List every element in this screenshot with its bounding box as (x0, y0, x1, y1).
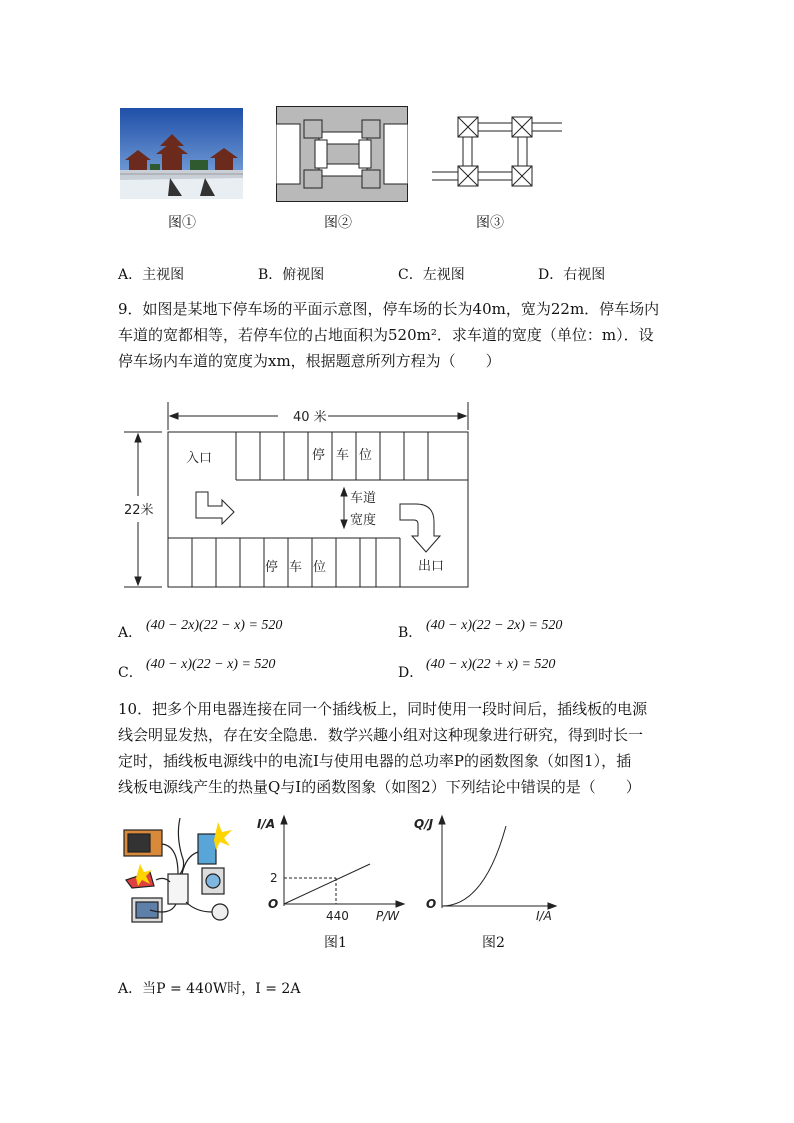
figure-1-photo (120, 108, 243, 199)
parking-length-label: 40 米 (293, 410, 327, 425)
q9-stem-line-2: 车道的宽都相等，若停车位的占地面积为520m²．求车道的宽度（单位：m）．设 (118, 326, 654, 344)
q9-option-b-expr: (40 − x)(22 − 2x) = 520 (426, 618, 563, 633)
q9-option-c-letter: C． (118, 665, 143, 681)
graph-1 (252, 814, 412, 934)
parking-top-char-2: 车 (336, 448, 350, 463)
graph-1-x-label: P/W (376, 909, 400, 923)
q8-option-a: A．主视图 (118, 267, 185, 283)
q10-stem-line-2: 线会明显发热，存在安全隐患．数学兴趣小组对这种现象进行研究，得到时长一 (118, 726, 644, 744)
q9-option-d-expr: (40 − x)(22 + x) = 520 (426, 657, 556, 672)
parking-top-char-1: 停 (312, 448, 326, 463)
q10-option-a: A．当P = 440W时，I = 2A (118, 981, 301, 997)
graph-2-caption: 图2 (482, 935, 505, 951)
graph-1-y-tick: 2 (270, 871, 278, 885)
graph-1-origin: O (268, 897, 279, 911)
appliances-illustration (120, 816, 244, 932)
q9-option-d-letter: D． (398, 665, 424, 681)
q9-option-c-expr: (40 − x)(22 − x) = 520 (146, 657, 276, 672)
q8-option-c: C．左视图 (398, 267, 465, 283)
lane-label-1: 车道 (350, 491, 377, 506)
parking-diagram (118, 396, 478, 600)
q8-option-d: D．右视图 (538, 267, 606, 283)
q9-stem-line-1: 9．如图是某地下停车场的平面示意图，停车场的长为40m，宽为22m．停车场内 (118, 300, 660, 318)
exit-label: 出口 (418, 559, 445, 574)
figure-caption-2: 图② (324, 215, 352, 231)
graph-2-x-label: I/A (536, 909, 552, 923)
figure-caption-3: 图③ (476, 215, 504, 231)
graph-2 (414, 814, 564, 934)
figure-caption-1: 图① (168, 215, 196, 231)
lane-label-2: 宽度 (350, 513, 377, 528)
q9-option-a-letter: A． (118, 625, 143, 641)
q9-option-a-expr: (40 − 2x)(22 − x) = 520 (146, 618, 283, 633)
parking-bottom-char-1: 停 (265, 560, 279, 575)
q8-option-b: B．俯视图 (258, 267, 325, 283)
parking-top-char-3: 位 (359, 448, 373, 463)
entrance-label: 入口 (186, 451, 213, 466)
q10-stem-line-3: 定时，插线板电源线中的电流I与使用电器的总功率P的函数图象（如图1），插 (118, 752, 632, 770)
parking-width-label: 22米 (124, 503, 154, 518)
q10-stem-line-4: 线板电源线产生的热量Q与I的函数图象（如图2）下列结论中错误的是（ ） (118, 778, 641, 796)
parking-bottom-char-3: 位 (313, 560, 327, 575)
graph-1-y-label: I/A (257, 817, 276, 831)
figure-2-top-view (276, 106, 408, 206)
q9-option-b-letter: B． (398, 625, 423, 641)
graph-2-origin: O (426, 897, 437, 911)
q10-stem-line-1: 10．把多个用电器连接在同一个插线板上，同时使用一段时间后，插线板的电源 (118, 700, 648, 718)
figure-3-diagram (430, 112, 564, 200)
graph-1-caption: 图1 (324, 935, 347, 951)
parking-bottom-char-2: 车 (289, 560, 303, 575)
graph-1-x-tick: 440 (326, 909, 349, 923)
graph-2-y-label: Q/J (414, 817, 434, 831)
q9-stem-line-3: 停车场内车道的宽度为xm，根据题意所列方程为（ ） (118, 352, 501, 370)
